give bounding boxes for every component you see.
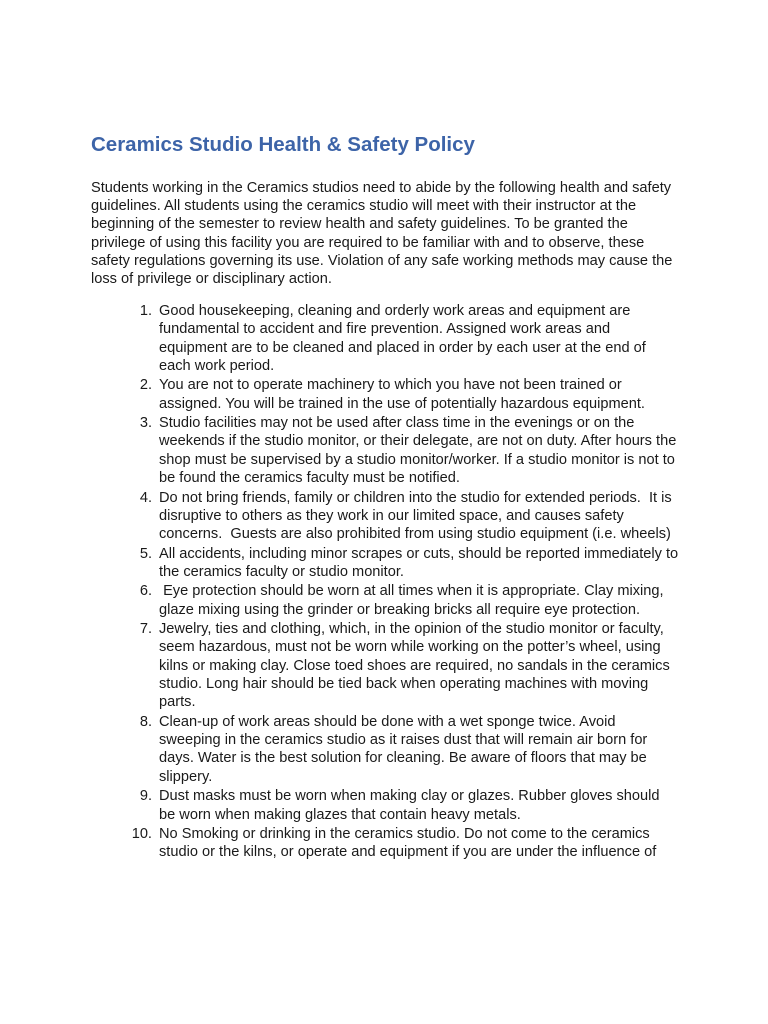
rule-number: 1.	[139, 303, 152, 319]
rule-text: Jewelry, ties and clothing, which, in the opinion of the studio monitor or faculty, seem hazardous, must not be worn while working on the potter’s wheel, using kilns or making clay. Close toed shoes are required, no sandals in the ceramics studio. Long hair should be tied back when operating machines with moving parts.	[159, 621, 674, 711]
rule-number: 5.	[139, 545, 152, 562]
page-title: Ceramics Studio Health & Safety Policy	[91, 133, 475, 156]
rule-text: You are not to operate machinery to which you have not been trained or assigned. You will be trained in the use of potentially hazardous equipment.	[159, 377, 645, 412]
rule-number: 7.	[139, 621, 152, 638]
rule-text: No Smoking or drinking in the ceramics studio. Do not come to the ceramics studio or the kilns, or operate and equipment if you are under the influence of	[159, 826, 657, 861]
rule-text: Dust masks must be worn when making clay or glazes. Rubber gloves should be worn when making glazes that contain heavy metals.	[159, 788, 664, 823]
rule-number: 10.	[131, 826, 152, 842]
rule-number: 6.	[139, 583, 152, 600]
rule-number: 4.	[139, 489, 152, 506]
rule-number: 9.	[139, 788, 152, 805]
rule-item	[0, 582, 679, 619]
rule-text: Clean-up of work areas should be done with a wet sponge twice. Avoid sweeping in the ceramics studio as it raises dust that will remain air born for days. Water is the best solution for cleaning. Be aware of floors that may be slippery.	[159, 713, 652, 785]
rule-item	[0, 414, 679, 487]
rule-text: Good housekeeping, cleaning and orderly work areas and equipment are fundamental to accident and fire prevention. Assigned work areas and equipment are to be cleaned and placed in order by each user at the end of each work period.	[159, 303, 650, 374]
rule-item	[0, 620, 679, 711]
rule-item	[0, 489, 679, 544]
rule-text: All accidents, including minor scrapes or cuts, should be reported immediately to the ceramics faculty or studio monitor.	[159, 545, 683, 580]
safety-rules-list	[0, 302, 768, 863]
rule-item	[0, 545, 683, 582]
rule-number: 2.	[139, 377, 152, 394]
rule-item	[0, 787, 679, 824]
rule-item	[0, 825, 679, 862]
rule-number: 8.	[139, 713, 152, 730]
rule-number: 3.	[139, 415, 152, 432]
rule-text: Studio facilities may not be used after class time in the evenings or on the weekends if the studio monitor, or their delegate, are not on duty. After hours the shop must be supervised by a studio monitor/worker. If a studio monitor is not to be found the ceramics faculty must be notified.	[159, 415, 681, 487]
rule-text: Do not bring friends, family or children into the studio for extended periods. It is disruptive to others as they work in our limited space, and causes safety concerns. Guests are also prohibited from using studio equipment (i.e. wheels)	[159, 489, 676, 543]
rule-item	[0, 713, 679, 786]
rule-item	[0, 376, 679, 413]
rule-item	[0, 302, 679, 375]
rule-text: Eye protection should be worn at all times when it is appropriate. Clay mixing, glaze mixing using the grinder or breaking bricks all require eye protection.	[159, 583, 668, 618]
intro-paragraph: Students working in the Ceramics studios need to abide by the following health and safety guidelines. All students using the ceramics studio will meet with their instructor at the beginning of the semester to review health and safety guidelines. To be granted the privilege of using this facility you are required to be familiar with and to observe, these safety regulations governing its use. Violation of any safe working methods may cause the loss of privilege or disciplinary action.	[91, 180, 673, 288]
